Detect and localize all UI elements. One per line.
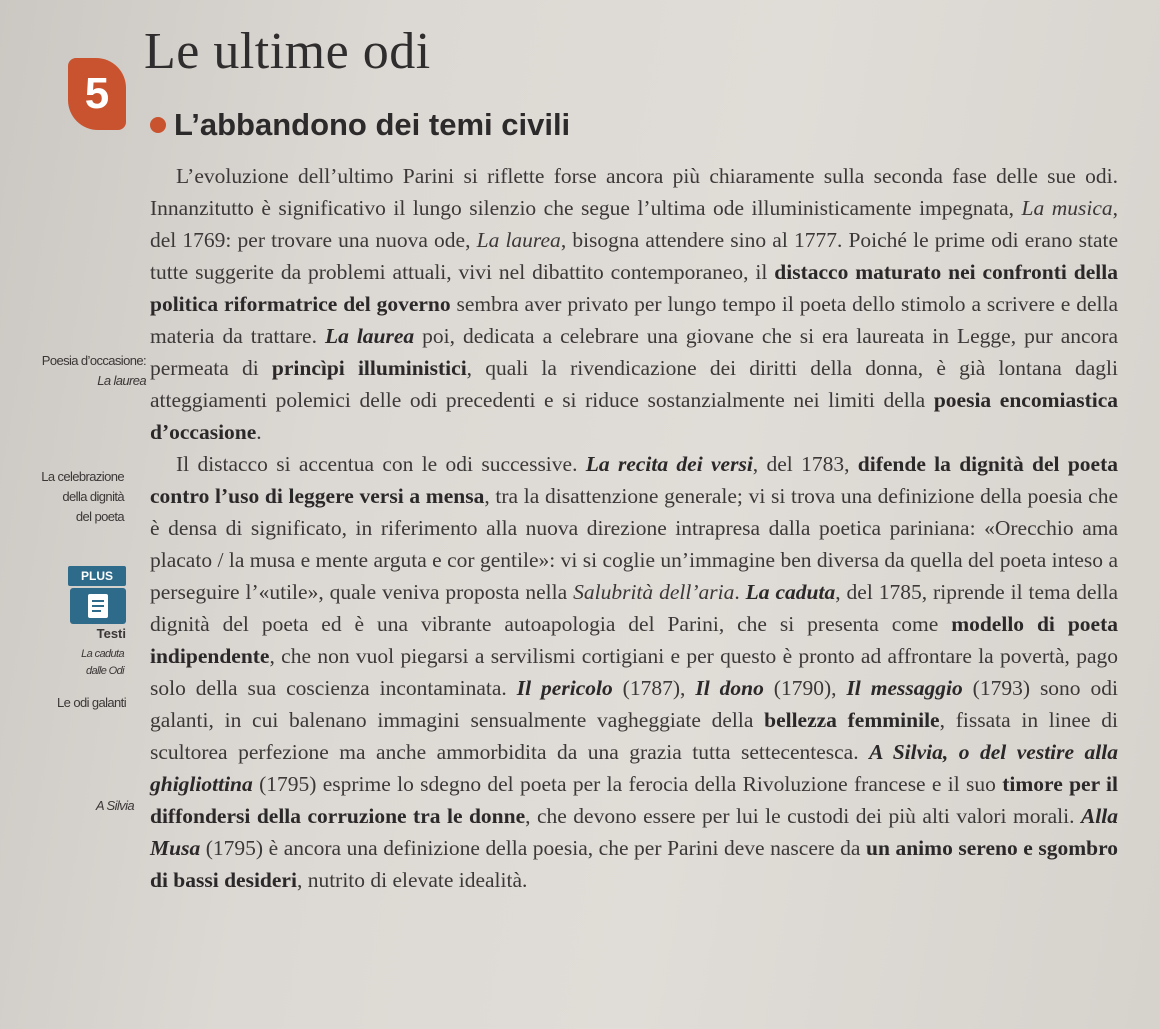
paragraph-1 [150,160,1118,448]
text-run: , tra la disattenzione generale; vi si trova una definizione della poesia che è densa di significato, in riferimento alla nuova direzione intrapresa dalla poetica pariniana: «Orecchio ama placato / la musa e mente arguta e cor gentile»: vi si coglie un’immagine ben diversa da quella del poeta inteso a perseguire l’«utile», quale veniva proposta nella [150,484,1118,604]
text-run: , del 1785, riprende il tema della dignità del poeta ed è una vibrante autoapologia del Parini, che si presenta come [150,580,1119,636]
work-title: Il dono [695,676,764,700]
key-phrase: un animo sereno e sgombro di bassi desideri [150,836,1118,892]
key-phrase: poesia encomiastica d’occasione [150,388,1119,444]
text-run: sembra aver privato per lungo tempo il poeta dello stimolo a scrivere e della materia da trattare. [150,292,1118,348]
section-title: L’abbandono dei temi civili [174,107,571,142]
work-title: La caduta [745,580,836,604]
work-title: Il messaggio [846,676,963,700]
text-run: . [734,580,746,604]
margin-note-line: La celebrazione [41,469,124,484]
text-run: (1795) è ancora una definizione della poesia, che per Parini deve nascere da [200,836,866,860]
key-phrase: timore per il diffondersi della corruzione tra le donne [150,772,1118,828]
margin-note-celebrazione [0,467,124,527]
text-run: , che non vuol piegarsi a servilismi cortigiani e per questo è pronto ad affrontare la povertà, pago solo della sua coscienza incontaminata. [150,644,1118,700]
key-phrase: bellezza femminile [764,708,940,732]
work-title: Alla Musa [150,804,1118,860]
key-phrase: distacco maturato nei confronti della politica riformatrice del governo [150,260,1118,316]
bullet-dot-icon [150,117,166,133]
margin-note-line: La caduta [81,648,124,660]
key-phrase: princìpi illuministici [271,356,467,380]
margin-note-line: della dignità [62,489,124,504]
work-title: La recita dei versi [585,452,753,476]
text-run: , nutrito di elevate idealità. [296,868,528,892]
key-phrase: modello di poeta indipendente [150,612,1118,668]
text-run: , quali la rivendicazione dei diritti della donna, è già lontana dagli atteggiamenti polemici delle odi precedenti e si riduce sostanzialmente nei limiti della [150,356,1118,412]
margin-note-a-silvia [0,796,134,816]
text-run: (1795) esprime lo sdegno del poeta per la ferocia della Rivoluzione francese e il suo [252,772,1003,796]
body-text [150,160,1118,896]
text-run: , che devono essere per lui le custodi dei più alti valori morali. [525,804,1081,828]
work-title: La musica [1021,196,1113,220]
margin-note-poesia-occasione [0,351,146,391]
text-run: , del 1783, [752,452,858,476]
work-title: La laurea [476,228,561,252]
text-run: poi, dedicata a celebrare una giovane che si era laureata in Legge, pur ancora permeata di [150,324,1118,380]
margin-note-line: Poesia d’occasione: [41,353,146,368]
text-run: . [256,420,262,444]
margin-note-line: Le odi galanti [57,695,126,710]
text-run: (1787), [612,676,696,700]
margin-note-line: La laurea [97,373,146,388]
work-title: Salubrità dell’aria [573,580,735,604]
text-run: (1790), [763,676,847,700]
testi-label: Testi [96,626,126,641]
work-title: A Silvia, o del vestire alla ghigliottina [150,740,1118,796]
text-run: L’evoluzione dell’ultimo Parini si riflette forse ancora più chiaramente sulla seconda fase delle sue odi. Innanzitutto è significativo il lungo silenzio che segue l’ultima ode illuministicamente impegnata, [150,164,1118,220]
work-title: La laurea [324,324,415,348]
margin-note-testi-caduta[interactable] [0,646,124,680]
text-run: , bisogna attendere sino al 1777. Poiché le prime odi erano state tutte suggerite da problemi attuali, vivi nel dibattito contemporaneo, il [150,228,1118,284]
margin-note-line: dalle Odi [85,665,124,677]
document-icon[interactable] [70,588,126,624]
key-phrase: difende la dignità del poeta contro l’uso di leggere versi a mensa [150,452,1118,508]
margin-note-line: A Silvia [95,798,134,813]
text-run: (1793) sono odi galanti, in cui balenano immagini sensualmente vagheggiate della [150,676,1118,732]
chapter-title: Le ultime odi [144,23,431,80]
margin-note-odi-galanti [0,693,126,713]
text-run: , fissata in linee di scultorea perfezione ma anche ammorbidita da una grazia tutta settecentesca. [150,708,1119,764]
paragraph-2 [150,448,1118,896]
text-run: Il distacco si accentua con le odi successive. [176,452,586,476]
margin-note-line: del poeta [75,509,124,524]
plus-tag[interactable]: PLUS [68,566,126,586]
chapter-number-badge: 5 [68,58,126,130]
work-title: Il pericolo [516,676,613,700]
text-run: , del 1769: per trovare una nuova ode, [150,196,1118,252]
